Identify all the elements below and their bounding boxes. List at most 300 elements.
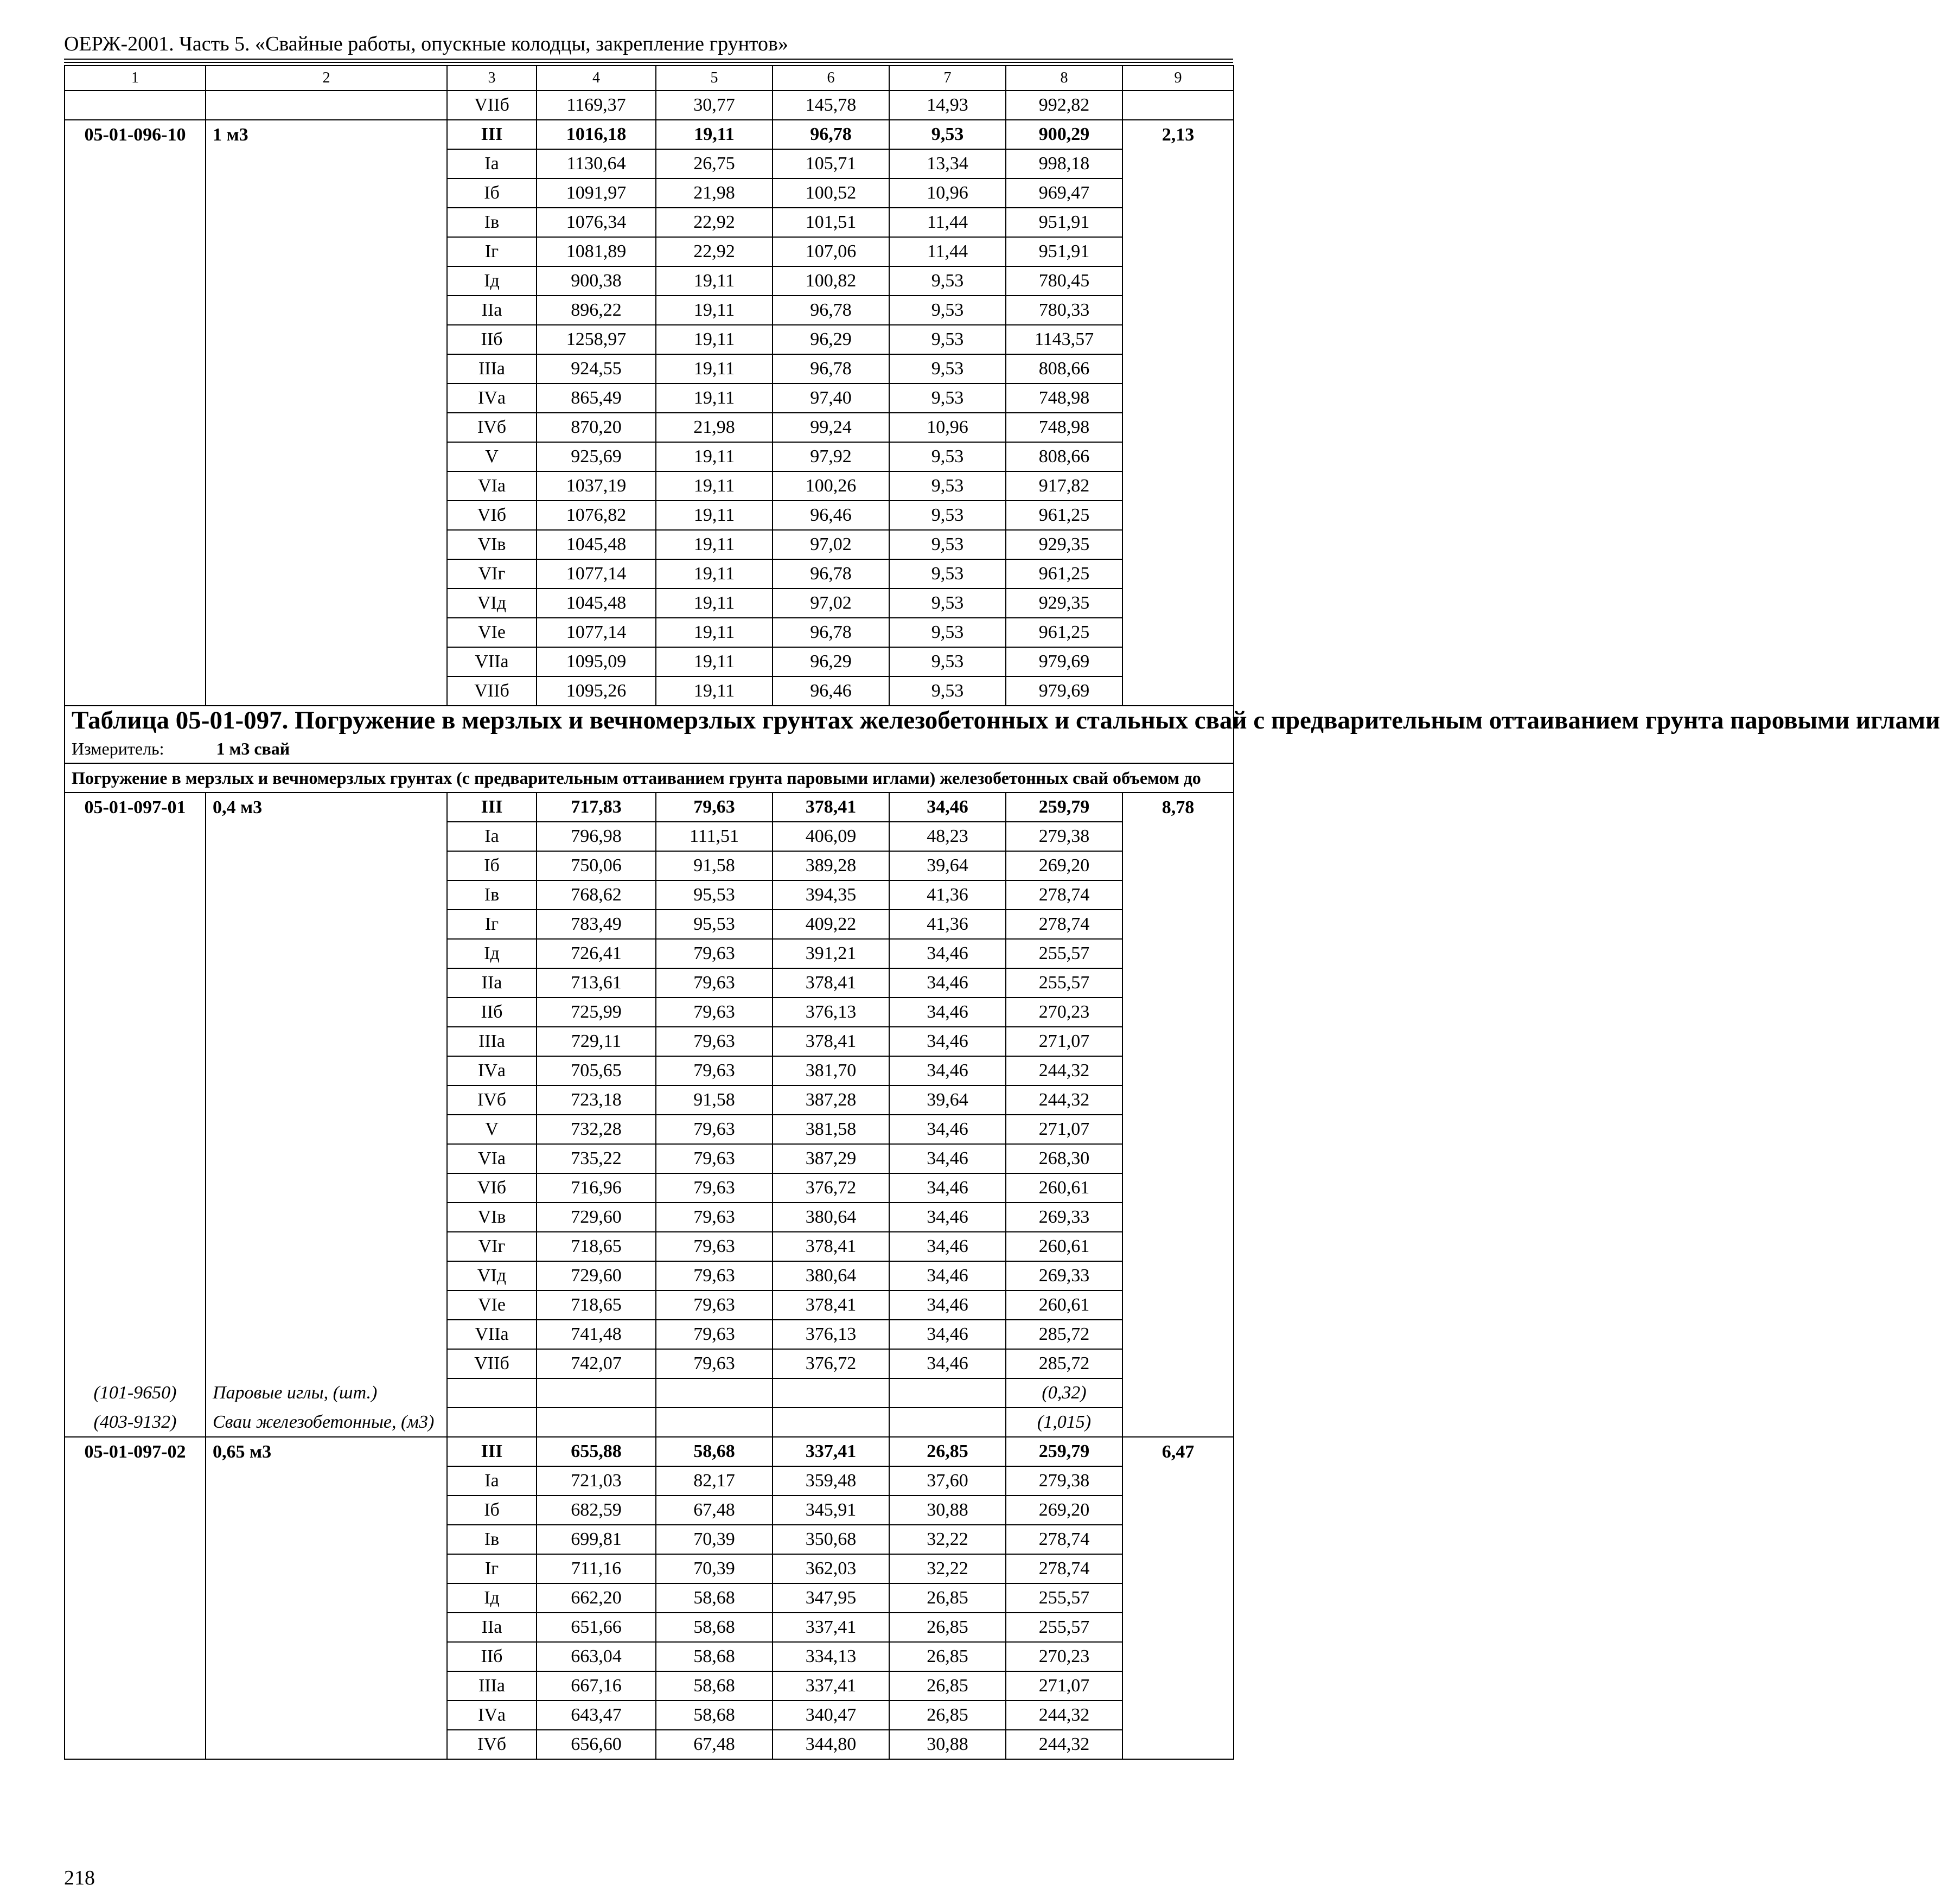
value-cell: 711,16 [537, 1554, 656, 1583]
value-cell: 79,63 [656, 1290, 773, 1320]
class-cell: Iа [447, 149, 537, 178]
empty-cell [1122, 325, 1234, 354]
class-cell: Iд [447, 1583, 537, 1613]
value-cell: 1095,26 [537, 676, 656, 706]
value-cell: 725,99 [537, 998, 656, 1027]
value-cell: 19,11 [656, 471, 773, 501]
rates-table [64, 65, 1940, 1760]
empty-cell [65, 325, 206, 354]
empty-cell [65, 1027, 206, 1056]
class-cell: IIб [447, 1642, 537, 1671]
value-cell: 682,59 [537, 1496, 656, 1525]
value-cell: 244,32 [1006, 1085, 1122, 1115]
empty-cell [1122, 178, 1234, 208]
rate-row [65, 1642, 1234, 1671]
empty-cell [656, 1378, 773, 1408]
empty-cell [206, 1466, 447, 1496]
rate-code: 05-01-097-02 [65, 1437, 206, 1466]
value-cell: 742,07 [537, 1349, 656, 1378]
value-cell: 780,33 [1006, 296, 1122, 325]
rate-row [65, 589, 1234, 618]
value-cell: 34,46 [889, 1144, 1006, 1173]
resource-note-row [65, 1408, 1234, 1437]
value-cell: 376,72 [773, 1349, 889, 1378]
value-cell: 1077,14 [537, 559, 656, 589]
empty-cell [206, 1554, 447, 1583]
empty-cell [773, 1378, 889, 1408]
value-cell: 381,58 [773, 1115, 889, 1144]
resource-code: (403-9132) [65, 1408, 206, 1437]
empty-cell [65, 266, 206, 296]
empty-cell [65, 1583, 206, 1613]
empty-cell [206, 149, 447, 178]
value-cell: 337,41 [773, 1613, 889, 1642]
empty-cell [206, 559, 447, 589]
rate-row [65, 939, 1234, 968]
rate-row [65, 120, 1234, 149]
value-cell: 101,51 [773, 208, 889, 237]
value-cell: 951,91 [1006, 208, 1122, 237]
rate-row [65, 998, 1234, 1027]
empty-cell [889, 1378, 1006, 1408]
col-number: 3 [447, 66, 537, 91]
rate-row [65, 1613, 1234, 1642]
class-cell: VIIб [447, 91, 537, 120]
empty-cell [1122, 1290, 1234, 1320]
empty-cell [1122, 442, 1234, 471]
empty-cell [65, 1642, 206, 1671]
value-cell: 961,25 [1006, 501, 1122, 530]
value-cell: 30,77 [656, 91, 773, 120]
empty-cell [447, 1408, 537, 1437]
value-cell: 381,70 [773, 1056, 889, 1085]
value-cell: 9,53 [889, 384, 1006, 413]
class-cell: VIIб [447, 676, 537, 706]
class-cell: III [447, 793, 537, 822]
class-cell: IIб [447, 998, 537, 1027]
empty-cell [1122, 530, 1234, 559]
rate-row [65, 1437, 1234, 1466]
empty-cell [65, 559, 206, 589]
value-cell: 735,22 [537, 1144, 656, 1173]
empty-cell [65, 1613, 206, 1642]
class-cell: VIIб [447, 1349, 537, 1378]
empty-cell [1122, 1642, 1234, 1671]
value-cell: 1077,14 [537, 618, 656, 647]
empty-cell [206, 880, 447, 910]
class-cell: Iг [447, 1554, 537, 1583]
empty-cell [889, 1408, 1006, 1437]
value-cell: 244,32 [1006, 1730, 1122, 1759]
value-cell: 998,18 [1006, 149, 1122, 178]
empty-cell [65, 237, 206, 266]
value-cell: 21,98 [656, 178, 773, 208]
value-cell: 406,09 [773, 822, 889, 851]
value-cell: 378,41 [773, 1027, 889, 1056]
resource-value: (1,015) [1006, 1408, 1122, 1437]
rate-row [65, 1027, 1234, 1056]
empty-cell [1122, 1261, 1234, 1290]
value-cell: 1258,97 [537, 325, 656, 354]
value-cell: 19,11 [656, 559, 773, 589]
rate-row [65, 296, 1234, 325]
value-cell: 269,33 [1006, 1203, 1122, 1232]
header-rule [64, 59, 1233, 60]
value-cell: 1045,48 [537, 530, 656, 559]
empty-cell [1122, 1408, 1234, 1437]
empty-cell [65, 1290, 206, 1320]
empty-cell [1122, 1466, 1234, 1496]
empty-cell [206, 266, 447, 296]
value-cell: 255,57 [1006, 1583, 1122, 1613]
value-cell: 1130,64 [537, 149, 656, 178]
rate-row [65, 559, 1234, 589]
class-cell: VIIа [447, 647, 537, 676]
empty-cell [206, 851, 447, 880]
value-cell: 95,53 [656, 880, 773, 910]
value-cell: 269,20 [1006, 851, 1122, 880]
value-cell: 96,46 [773, 501, 889, 530]
value-cell: 96,46 [773, 676, 889, 706]
empty-cell [65, 1203, 206, 1232]
rate-row [65, 1554, 1234, 1583]
value-cell: 917,82 [1006, 471, 1122, 501]
resource-value: (0,32) [1006, 1378, 1122, 1408]
empty-cell [65, 149, 206, 178]
value-cell: 270,23 [1006, 998, 1122, 1027]
rate-row [65, 1466, 1234, 1496]
value-cell: 9,53 [889, 471, 1006, 501]
value-cell: 808,66 [1006, 354, 1122, 384]
value-cell: 729,60 [537, 1261, 656, 1290]
value-cell: 268,30 [1006, 1144, 1122, 1173]
meter-label: Измеритель: [72, 739, 164, 758]
rate-code: 05-01-096-10 [65, 120, 206, 149]
value-cell: 97,92 [773, 442, 889, 471]
value-cell: 107,06 [773, 237, 889, 266]
value-cell: 100,26 [773, 471, 889, 501]
value-cell: 79,63 [656, 1056, 773, 1085]
class-cell: VIд [447, 1261, 537, 1290]
empty-cell [65, 1525, 206, 1554]
value-cell: 409,22 [773, 910, 889, 939]
empty-cell [65, 208, 206, 237]
empty-cell [1122, 208, 1234, 237]
value-cell: 82,17 [656, 1466, 773, 1496]
class-cell: IIIа [447, 1027, 537, 1056]
value-cell: 278,74 [1006, 910, 1122, 939]
resource-name: Сваи железобетонные, (м3) [206, 1408, 447, 1437]
value-cell: 19,11 [656, 296, 773, 325]
empty-cell [206, 208, 447, 237]
section-subtitle: Погружение в мерзлых и вечномерзлых грунтах (с предварительным оттаиванием грунта паровыми иглами) железобетонных свай объемом до [65, 763, 1234, 793]
rate-row [65, 208, 1234, 237]
empty-cell [206, 1730, 447, 1759]
class-cell: V [447, 442, 537, 471]
value-cell: 783,49 [537, 910, 656, 939]
value-cell: 91,58 [656, 851, 773, 880]
rate-row [65, 149, 1234, 178]
value-cell: 19,11 [656, 120, 773, 149]
value-cell: 259,79 [1006, 793, 1122, 822]
column-numbers-row [65, 66, 1234, 91]
empty-cell [65, 1085, 206, 1115]
value-cell: 9,53 [889, 647, 1006, 676]
value-cell: 337,41 [773, 1437, 889, 1466]
empty-cell [206, 1085, 447, 1115]
empty-cell [1122, 237, 1234, 266]
value-cell: 663,04 [537, 1642, 656, 1671]
value-cell: 705,65 [537, 1056, 656, 1085]
value-cell: 925,69 [537, 442, 656, 471]
empty-cell [1122, 1056, 1234, 1085]
empty-cell [1122, 1378, 1234, 1408]
empty-cell [1122, 851, 1234, 880]
value-cell: 717,83 [537, 793, 656, 822]
rate-row [65, 618, 1234, 647]
class-cell: Iв [447, 880, 537, 910]
class-cell: IIа [447, 296, 537, 325]
value-cell: 656,60 [537, 1730, 656, 1759]
empty-cell [65, 1232, 206, 1261]
value-cell: 26,85 [889, 1701, 1006, 1730]
value-cell: 96,78 [773, 618, 889, 647]
empty-cell [1122, 1730, 1234, 1759]
value-cell: 961,25 [1006, 559, 1122, 589]
empty-cell [1122, 1173, 1234, 1203]
value-cell: 96,29 [773, 325, 889, 354]
value-cell: 79,63 [656, 1027, 773, 1056]
value-cell: 100,82 [773, 266, 889, 296]
value-cell: 387,28 [773, 1085, 889, 1115]
class-cell: IIб [447, 325, 537, 354]
empty-cell [206, 1056, 447, 1085]
rate-row [65, 1583, 1234, 1613]
rate-row [65, 1730, 1234, 1759]
class-cell: Iд [447, 939, 537, 968]
value-cell: 37,60 [889, 1466, 1006, 1496]
empty-cell [65, 676, 206, 706]
rate-row [65, 266, 1234, 296]
value-cell: 79,63 [656, 968, 773, 998]
col-number: 5 [656, 66, 773, 91]
empty-cell [65, 998, 206, 1027]
empty-cell [65, 647, 206, 676]
empty-cell [1122, 1701, 1234, 1730]
empty-cell [1122, 354, 1234, 384]
value-cell: 34,46 [889, 1320, 1006, 1349]
value-cell: 19,11 [656, 266, 773, 296]
empty-cell [206, 822, 447, 851]
value-cell: 19,11 [656, 384, 773, 413]
class-cell: Iб [447, 178, 537, 208]
value-cell: 10,96 [889, 413, 1006, 442]
rate-code: 05-01-097-01 [65, 793, 206, 822]
class-cell: IVб [447, 1730, 537, 1759]
rate-row [65, 1320, 1234, 1349]
empty-cell [1122, 968, 1234, 998]
value-cell: 721,03 [537, 1466, 656, 1496]
value-cell: 19,11 [656, 676, 773, 706]
class-cell: Iа [447, 1466, 537, 1496]
empty-cell [206, 325, 447, 354]
class-cell: IIIа [447, 354, 537, 384]
value-cell: 285,72 [1006, 1349, 1122, 1378]
empty-cell [65, 501, 206, 530]
value-cell: 1169,37 [537, 91, 656, 120]
value-cell: 67,48 [656, 1730, 773, 1759]
empty-cell [1122, 413, 1234, 442]
value-cell: 30,88 [889, 1496, 1006, 1525]
empty-cell [206, 1203, 447, 1232]
value-cell: 271,07 [1006, 1115, 1122, 1144]
meter-value: 1 м3 свай [216, 739, 290, 758]
rate-name: 0,4 м3 [206, 793, 447, 822]
value-cell: 718,65 [537, 1290, 656, 1320]
value-cell: 1095,09 [537, 647, 656, 676]
class-cell: Iб [447, 1496, 537, 1525]
rate-name: 1 м3 [206, 120, 447, 149]
table-title-row [65, 706, 1234, 734]
rate-row [65, 1232, 1234, 1261]
value-cell: 780,45 [1006, 266, 1122, 296]
class-cell: IVа [447, 384, 537, 413]
labor-cell: 2,13 [1122, 120, 1234, 149]
class-cell: VIб [447, 1173, 537, 1203]
empty-cell [65, 1349, 206, 1378]
empty-cell [1122, 91, 1234, 120]
rate-row [65, 178, 1234, 208]
value-cell: 244,32 [1006, 1056, 1122, 1085]
value-cell: 22,92 [656, 237, 773, 266]
class-cell: VIг [447, 559, 537, 589]
empty-cell [1122, 1583, 1234, 1613]
value-cell: 9,53 [889, 589, 1006, 618]
header-rule-2 [64, 62, 1233, 63]
empty-cell [206, 1613, 447, 1642]
value-cell: 34,46 [889, 1173, 1006, 1203]
value-cell: 58,68 [656, 1701, 773, 1730]
rate-row [65, 1056, 1234, 1085]
empty-cell [1122, 1525, 1234, 1554]
resource-note-row [65, 1378, 1234, 1408]
value-cell: 70,39 [656, 1554, 773, 1583]
value-cell: 380,64 [773, 1203, 889, 1232]
value-cell: 26,85 [889, 1583, 1006, 1613]
empty-cell [1122, 149, 1234, 178]
value-cell: 376,13 [773, 998, 889, 1027]
value-cell: 26,75 [656, 149, 773, 178]
value-cell: 9,53 [889, 676, 1006, 706]
value-cell: 96,78 [773, 354, 889, 384]
empty-cell [1122, 880, 1234, 910]
value-cell: 96,78 [773, 559, 889, 589]
value-cell: 359,48 [773, 1466, 889, 1496]
value-cell: 278,74 [1006, 880, 1122, 910]
class-cell: VIг [447, 1232, 537, 1261]
empty-cell [1122, 910, 1234, 939]
class-cell: VIв [447, 1203, 537, 1232]
value-cell: 11,44 [889, 208, 1006, 237]
empty-cell [206, 647, 447, 676]
rate-row [65, 1144, 1234, 1173]
value-cell: 96,78 [773, 296, 889, 325]
value-cell: 376,13 [773, 1320, 889, 1349]
value-cell: 768,62 [537, 880, 656, 910]
empty-cell [206, 471, 447, 501]
value-cell: 1091,97 [537, 178, 656, 208]
value-cell: 662,20 [537, 1583, 656, 1613]
class-cell: IVб [447, 1085, 537, 1115]
page-number: 218 [64, 1867, 95, 1889]
class-cell: Iв [447, 208, 537, 237]
value-cell: 344,80 [773, 1730, 889, 1759]
class-cell: VIа [447, 471, 537, 501]
meter [65, 734, 1234, 763]
empty-cell [206, 296, 447, 325]
value-cell: 19,11 [656, 618, 773, 647]
value-cell: 34,46 [889, 1232, 1006, 1261]
value-cell: 34,46 [889, 998, 1006, 1027]
value-cell: 9,53 [889, 266, 1006, 296]
value-cell: 9,53 [889, 354, 1006, 384]
value-cell: 961,25 [1006, 618, 1122, 647]
value-cell: 337,41 [773, 1671, 889, 1701]
value-cell: 969,47 [1006, 178, 1122, 208]
empty-cell [65, 851, 206, 880]
empty-cell [1122, 296, 1234, 325]
value-cell: 279,38 [1006, 822, 1122, 851]
value-cell: 39,64 [889, 1085, 1006, 1115]
rate-row [65, 1261, 1234, 1290]
col-number: 2 [206, 66, 447, 91]
empty-cell [206, 530, 447, 559]
empty-cell [773, 1408, 889, 1437]
value-cell: 255,57 [1006, 939, 1122, 968]
value-cell: 9,53 [889, 325, 1006, 354]
empty-cell [65, 442, 206, 471]
value-cell: 667,16 [537, 1671, 656, 1701]
empty-cell [1122, 1320, 1234, 1349]
value-cell: 79,63 [656, 998, 773, 1027]
value-cell: 255,57 [1006, 968, 1122, 998]
value-cell: 97,02 [773, 589, 889, 618]
empty-cell [65, 589, 206, 618]
value-cell: 255,57 [1006, 1613, 1122, 1642]
value-cell: 1076,34 [537, 208, 656, 237]
value-cell: 79,63 [656, 1232, 773, 1261]
section-subtitle-row [65, 763, 1234, 793]
labor-cell: 8,78 [1122, 793, 1234, 822]
rate-row [65, 910, 1234, 939]
value-cell: 278,74 [1006, 1525, 1122, 1554]
value-cell: 79,63 [656, 1261, 773, 1290]
value-cell: 19,11 [656, 589, 773, 618]
empty-cell [65, 1056, 206, 1085]
rate-row [65, 647, 1234, 676]
empty-cell [1122, 1496, 1234, 1525]
value-cell: 58,68 [656, 1583, 773, 1613]
empty-cell [1122, 384, 1234, 413]
value-cell: 14,93 [889, 91, 1006, 120]
value-cell: 30,88 [889, 1730, 1006, 1759]
empty-cell [206, 1320, 447, 1349]
class-cell: Iа [447, 822, 537, 851]
class-cell: VIб [447, 501, 537, 530]
empty-cell [65, 1115, 206, 1144]
empty-cell [1122, 559, 1234, 589]
value-cell: 699,81 [537, 1525, 656, 1554]
